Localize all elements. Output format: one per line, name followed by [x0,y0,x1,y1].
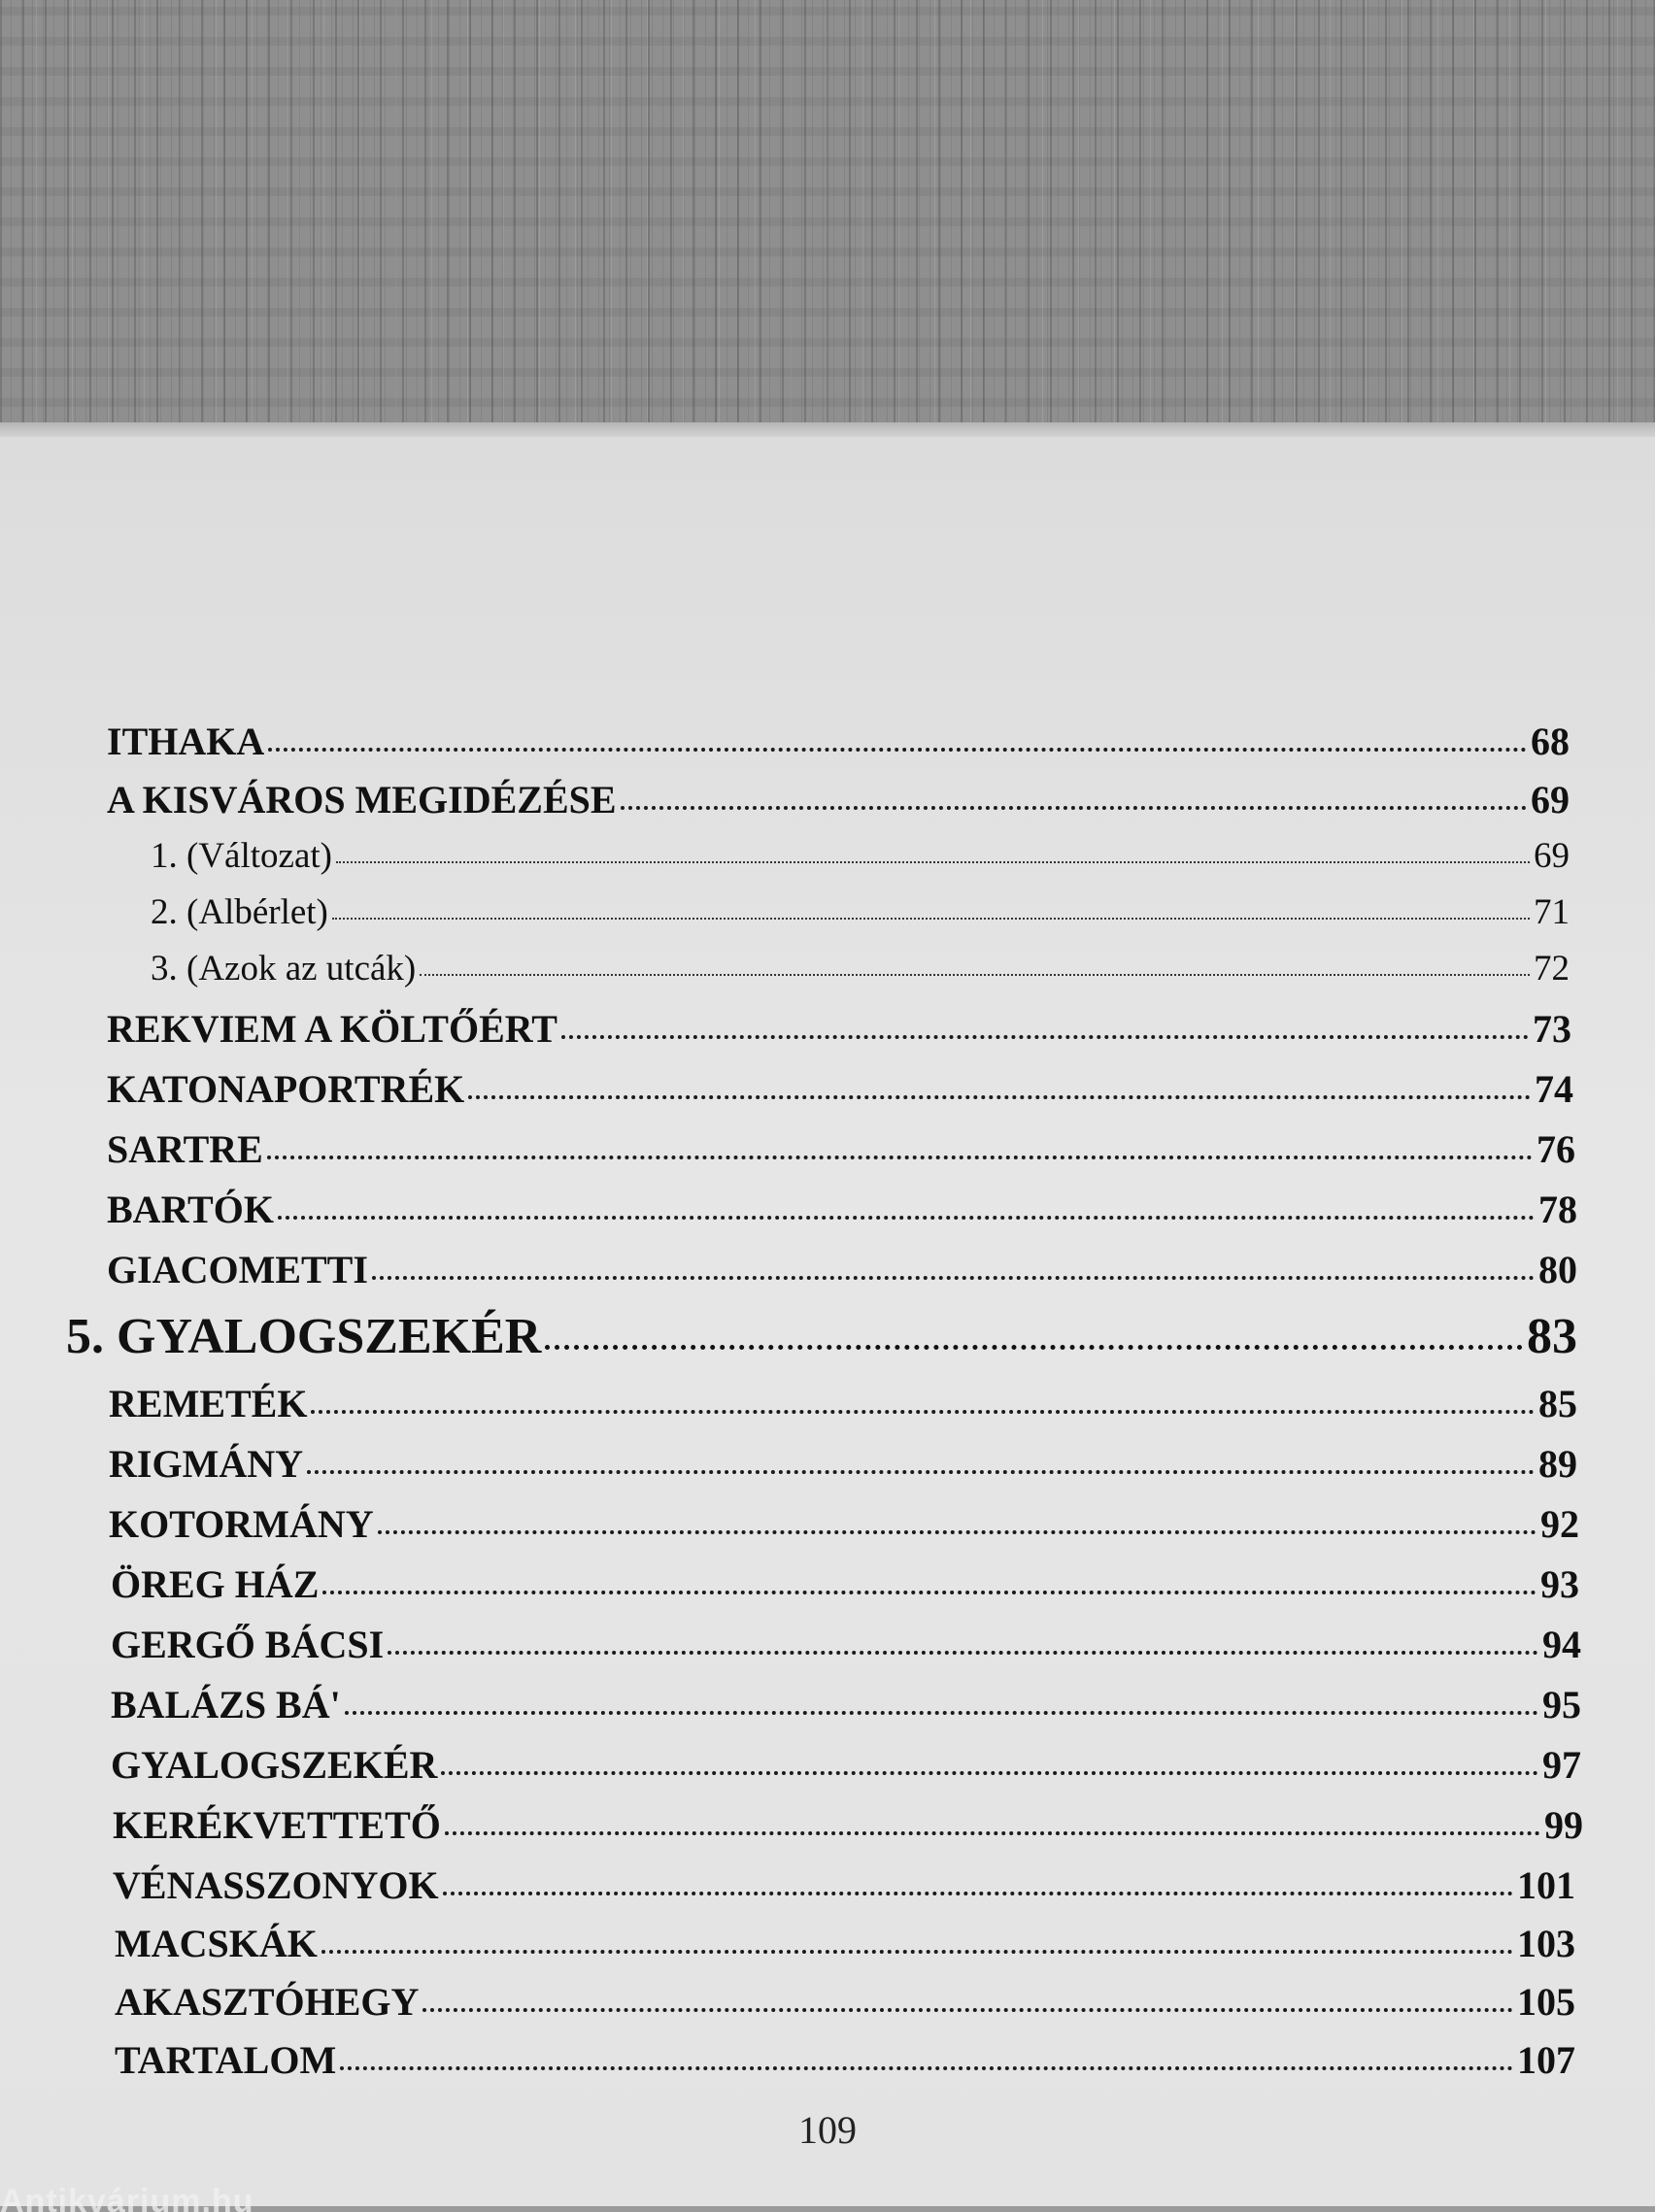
toc-entry-page: 73 [1533,1007,1571,1051]
toc-leader-dots [322,1591,1537,1594]
toc-entry-page: 94 [1542,1623,1581,1666]
toc-entry-page: 69 [1531,778,1570,821]
toc-entry-page: 83 [1527,1309,1577,1364]
toc-entry-page: 71 [1534,892,1570,932]
toc-leader-dots [443,1892,1513,1895]
toc-entry [111,1682,1581,1727]
toc-part-heading [66,1308,1577,1365]
toc-leader-dots [278,1216,1535,1220]
toc-entry-title: REKVIEM A KÖLTŐÉRT [107,1007,557,1051]
toc-leader-dots [345,1711,1538,1715]
toc-leader-dots [372,1276,1535,1280]
toc-leader-dots [468,1095,1531,1099]
toc-entry-title: A KISVÁROS MEGIDÉZÉSE [107,778,617,821]
toc-entry-page: 103 [1517,1922,1575,1965]
toc-entry-page: 105 [1517,1980,1575,2024]
toc-entry-page: 76 [1537,1127,1575,1171]
toc-entry-title: KERÉKVETTETŐ [113,1803,441,1847]
toc-entry-title: ÖREG HÁZ [111,1562,320,1606]
toc-entry [115,1921,1575,1966]
toc-leader-dots [388,1651,1538,1655]
toc-entry-title: 1. (Változat) [151,836,332,876]
toc-leader-dots [332,918,1530,920]
book-page [0,437,1655,2206]
toc-entry-page: 97 [1542,1743,1581,1787]
toc-entry [107,1247,1577,1292]
toc-leader-dots [311,1410,1535,1414]
toc-entry-page: 92 [1540,1502,1579,1546]
toc-entry-page: 93 [1540,1562,1579,1606]
toc-subentry [151,948,1570,989]
toc-entry [107,719,1570,764]
toc-entry-title: MACSKÁK [115,1922,318,1965]
toc-entry [115,2037,1575,2083]
toc-entry-page: 68 [1531,720,1570,763]
toc-entry-page: 74 [1535,1067,1573,1111]
toc-entry [109,1381,1577,1426]
toc-entry-title: 2. (Albérlet) [151,892,328,932]
toc-entry-title: ITHAKA [107,720,265,763]
toc-entry-page: 85 [1538,1382,1577,1425]
toc-entry-title: GIACOMETTI [107,1248,368,1291]
toc-entry [109,1441,1577,1487]
toc-entry [107,1006,1571,1052]
toc-entry [113,1862,1575,1908]
toc-leader-dots [267,1156,1533,1159]
toc-entry [107,1187,1577,1232]
toc-leader-dots [445,1831,1540,1835]
toc-subentry [151,835,1570,877]
toc-entry [115,1979,1575,2025]
toc-entry-title: TARTALOM [115,2038,337,2082]
toc-entry-page: 95 [1542,1683,1581,1726]
toc-entry-title: 3. (Azok az utcák) [151,949,417,989]
toc-leader-dots [340,2066,1513,2070]
toc-entry-title: RIGMÁNY [109,1442,303,1486]
toc-entry [107,777,1570,822]
toc-entry-title: GYALOGSZEKÉR [111,1743,438,1787]
toc-entry-title: SARTRE [107,1127,263,1171]
toc-entry-title: KATONAPORTRÉK [107,1067,465,1111]
watermark: Antikvárium.hu [0,2183,254,2212]
toc-entry-page: 107 [1517,2038,1575,2082]
toc-subentry [151,891,1570,933]
toc-entry [107,1066,1573,1112]
toc-entry-title: 5. GYALOGSZEKÉR [66,1309,542,1364]
toc-entry-page: 89 [1538,1442,1577,1486]
toc-entry [111,1622,1581,1667]
toc-entry-page: 101 [1517,1863,1575,1907]
toc-entry-page: 80 [1538,1248,1577,1291]
toc-entry-title: AKASZTÓHEGY [115,1980,420,2024]
toc-leader-dots [378,1530,1537,1534]
toc-entry-title: REMETÉK [109,1382,308,1425]
table-surface-background [0,0,1655,437]
toc-entry [107,1126,1575,1172]
toc-leader-dots [321,1950,1513,1954]
toc-entry-title: KOTORMÁNY [109,1502,374,1546]
toc-leader-dots [561,1035,1529,1039]
toc-entry [111,1561,1579,1607]
toc-leader-dots [621,806,1527,810]
toc-leader-dots [422,2008,1513,2012]
toc-leader-dots [545,1345,1523,1350]
toc-leader-dots [441,1771,1538,1775]
toc-entry-page: 78 [1538,1188,1577,1231]
toc-entry-page: 72 [1534,949,1570,989]
toc-entry-title: GERGŐ BÁCSI [111,1623,385,1666]
toc-leader-dots [336,861,1530,863]
toc-entry-title: VÉNASSZONYOK [113,1863,439,1907]
toc-entry [113,1802,1583,1848]
toc-entry-page: 69 [1534,836,1570,876]
toc-leader-dots [420,974,1530,976]
toc-entry-title: BARTÓK [107,1188,274,1231]
page-number: 109 [798,2108,857,2152]
toc-entry [111,1742,1581,1788]
toc-entry [109,1501,1579,1547]
toc-leader-dots [268,748,1527,752]
toc-entry-page: 99 [1544,1803,1583,1847]
toc-entry-title: BALÁZS BÁ' [111,1683,341,1726]
toc-leader-dots [307,1470,1535,1474]
